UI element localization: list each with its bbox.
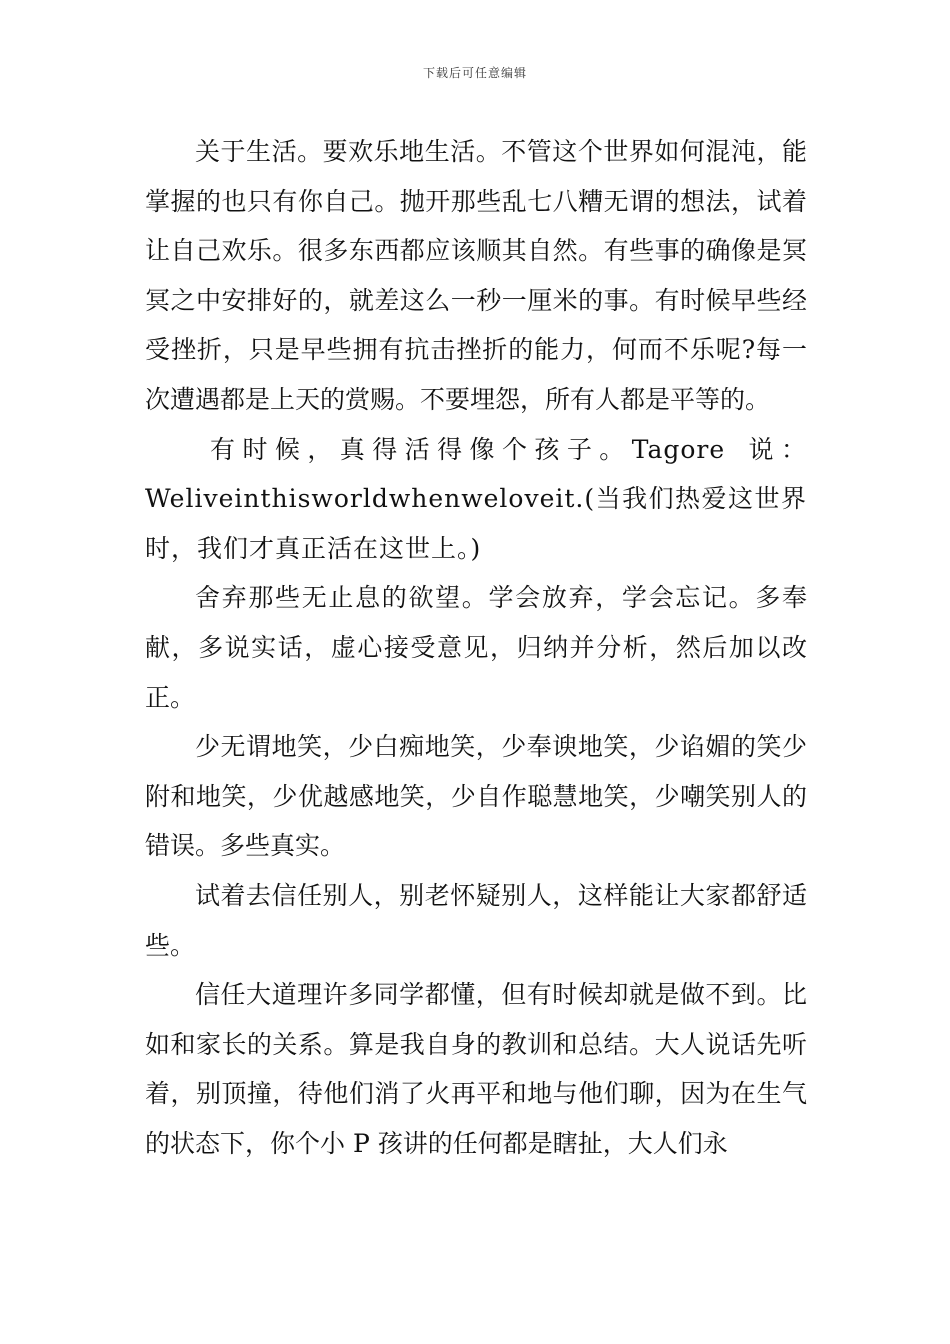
paragraph-desires: 舍弃那些无止息的欲望。学会放弃，学会忘记。多奉献，多说实话，虚心接受意见，归纳并分析，然后加以改正。 bbox=[145, 583, 807, 712]
paragraph-parents: 信任大道理许多同学都懂，但有时候却就是做不到。比如和家长的关系。算是我自身的教训和总结。大人说话先听着，别顶撞，待他们消了火再平和地与他们聊，因为在生气的状态下，你个小 P 孩讲的任何都是瞎扯，大人们永 bbox=[145, 980, 807, 1158]
paragraph-laughter: 少无谓地笑，少白痴地笑，少奉谀地笑，少谄媚的笑少附和地笑，少优越感地笑，少自作聪慧地笑，少嘲笑别人的错误。多些真实。 bbox=[145, 732, 807, 861]
paragraph-life: 关于生活。要欢乐地生活。不管这个世界如何混沌，能掌握的也只有你自己。抛开那些乱七八糟无谓的想法，试着让自己欢乐。很多东西都应该顺其自然。有些事的确像是冥冥之中安排好的，就差这么一秒一厘米的事。有时候早些经受挫折，只是早些拥有抗击挫折的能力，何而不乐呢?每一次遭遇都是上天的赏赐。不要埋怨，所有人都是平等的。 bbox=[145, 137, 807, 414]
document-body bbox=[145, 127, 807, 1168]
paragraph-tagore: 有时候，真得活得像个孩子。Tagore 说：Weliveinthisworldwhenweloveit.(当我们热爱这世界时，我们才真正活在这世上。) bbox=[145, 434, 807, 563]
page-header: 下载后可任意编辑 bbox=[422, 66, 527, 80]
paragraph-trust-others: 试着去信任别人，别老怀疑别人，这样能让大家都舒适些。 bbox=[145, 880, 807, 960]
